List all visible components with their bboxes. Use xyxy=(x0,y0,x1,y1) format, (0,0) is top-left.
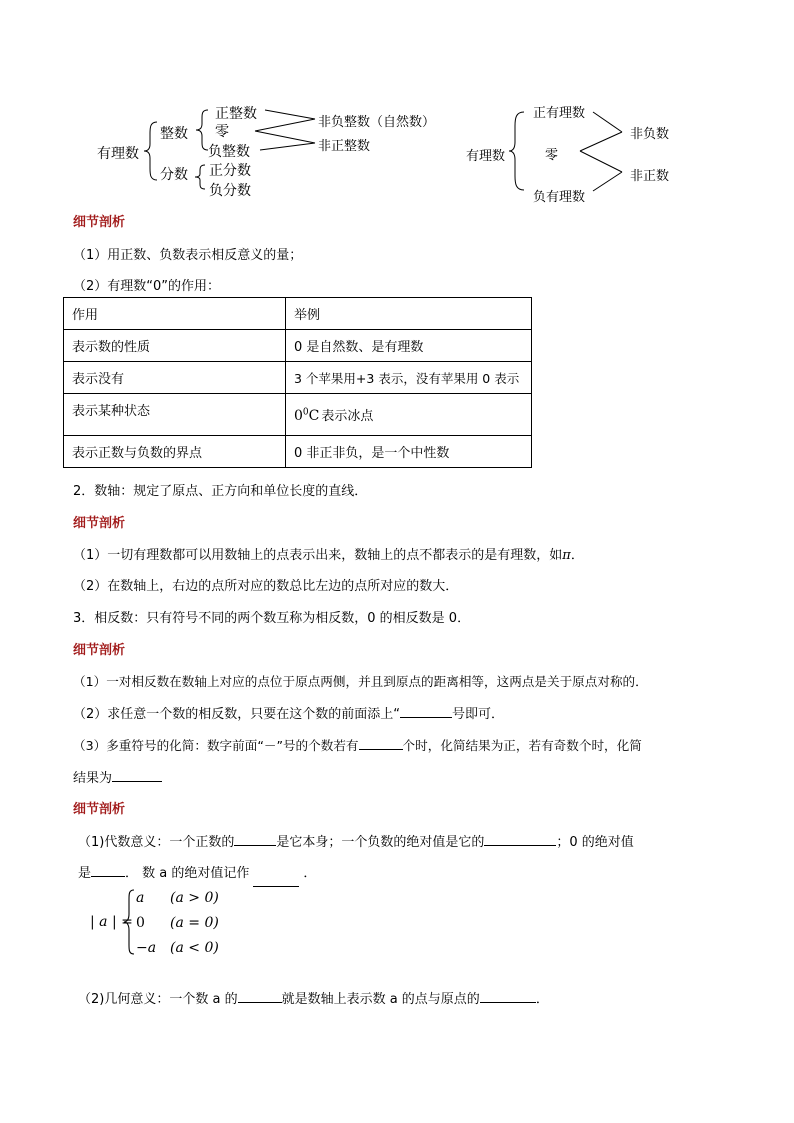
temperature-zero: 0 xyxy=(294,408,303,424)
table-header-cell: 作用 xyxy=(64,298,286,330)
table-cell: 3 个苹果用+3 表示，没有苹果用 0 表示 xyxy=(286,362,532,394)
opposite-detail-1: （1）一对相反数在数轴上对应的点位于原点两侧，并且到原点的距离相等，这两点是关于原点对称的． xyxy=(73,674,648,689)
section1-line2: （2）有理数“0”的作用： xyxy=(73,279,221,294)
table-cell: 0 非正非负，是一个中性数 xyxy=(286,436,532,468)
number-line-detail-1-end: ． xyxy=(570,548,584,563)
case-value: −a xyxy=(136,940,157,956)
absolute-detail-1-text: （1)代数意义：一个正数的 xyxy=(78,835,235,850)
absolute-detail-2-text: 是 xyxy=(78,866,92,881)
number-line-detail-1-text: （1）一切有理数都可以用数轴上的点表示出来，数轴上的点不都表示的是有理数，如 xyxy=(73,548,563,563)
absolute-detail-2-end: ． xyxy=(303,866,317,881)
section-heading: 细节剖析 xyxy=(73,215,126,230)
section-heading: 细节剖析 xyxy=(73,643,126,658)
negative-rational-label: 负有理数 xyxy=(533,190,586,205)
table-cell: 表示正数与负数的界点 xyxy=(64,436,286,468)
positive-fraction-label: 正分数 xyxy=(209,163,251,179)
absolute-detail-2-middle: ． 数 a 的绝对值记作 xyxy=(125,866,250,881)
non-positive-integer-label: 非正整数 xyxy=(318,139,371,154)
case-value: 0 xyxy=(136,915,145,931)
integer-label: 整数 xyxy=(160,126,188,142)
positive-rational-label: 正有理数 xyxy=(533,106,586,121)
absolute-detail-3-text: （2)几何意义：一个数 a 的 xyxy=(78,992,238,1007)
case-condition: (a < 0) xyxy=(170,940,219,956)
table-cell: 0 是自然数、是有理数 xyxy=(286,330,532,362)
non-negative-integer-label: 非负整数（自然数） xyxy=(318,115,436,130)
absolute-detail-3-middle: 就是数轴上表示数 a 的点与原点的 xyxy=(281,992,480,1007)
absolute-detail-1-end: ；0 的绝对值 xyxy=(556,835,634,850)
answer-blank[interactable] xyxy=(238,990,282,1003)
case-value: a xyxy=(136,890,145,906)
answer-blank[interactable] xyxy=(480,990,536,1003)
opposite-detail-3-end: 个时，化简结果为正，若有奇数个时，化简 xyxy=(402,738,642,753)
opposite-definition: 3．相反数：只有符号不同的两个数互称为相反数，0 的相反数是 0． xyxy=(73,611,471,626)
right-zero-label: 零 xyxy=(545,148,559,163)
absolute-detail-3 xyxy=(78,988,549,1007)
number-line-definition: 2．数轴：规定了原点、正方向和单位长度的直线． xyxy=(73,484,368,499)
opposite-detail-2-end: 号即可． xyxy=(452,707,505,722)
formula-lhs: | a | = xyxy=(90,914,133,930)
table-cell: 表示数的性质 xyxy=(64,330,286,362)
table-header-cell: 举例 xyxy=(286,298,532,330)
freezing-point-text: 表示冰点 xyxy=(321,409,374,424)
fraction-label: 分数 xyxy=(160,167,188,183)
negative-fraction-label: 负分数 xyxy=(209,183,251,199)
section-heading: 细节剖析 xyxy=(73,516,126,531)
positive-integer-label: 正整数 xyxy=(215,106,257,122)
opposite-detail-2-text: （2）求任意一个数的相反数，只要在这个数的前面添上“ xyxy=(73,707,401,722)
section-heading: 细节剖析 xyxy=(73,802,126,817)
temperature-unit: C xyxy=(308,408,320,424)
non-negative-label: 非负数 xyxy=(630,127,670,142)
table-cell: 表示某种状态 xyxy=(64,394,286,436)
zero-label: 零 xyxy=(215,124,229,140)
table-cell: 表示没有 xyxy=(64,362,286,394)
section1-line1: （1）用正数、负数表示相反意义的量； xyxy=(73,248,303,263)
negative-integer-label: 负整数 xyxy=(208,144,250,160)
number-line-detail-2: （2）在数轴上，右边的点所对应的数总比左边的点所对应的数大． xyxy=(73,579,459,594)
case-condition: (a = 0) xyxy=(170,915,219,931)
temperature-degree: 0 xyxy=(302,407,309,418)
absolute-detail-3-end: ． xyxy=(535,992,549,1007)
absolute-detail-1-middle: 是它本身；一个负数的绝对值是它的 xyxy=(276,835,485,850)
opposite-detail-3-text: （3）多重符号的化简：数字前面“－”号的个数若有 xyxy=(73,738,359,753)
opposite-detail-4-text: 结果为 xyxy=(73,771,113,786)
pi-symbol: π xyxy=(562,548,571,563)
root-label: 有理数 xyxy=(97,146,139,162)
non-positive-label: 非正数 xyxy=(630,169,670,184)
case-condition: (a > 0) xyxy=(170,890,219,906)
right-root-label: 有理数 xyxy=(466,149,506,164)
